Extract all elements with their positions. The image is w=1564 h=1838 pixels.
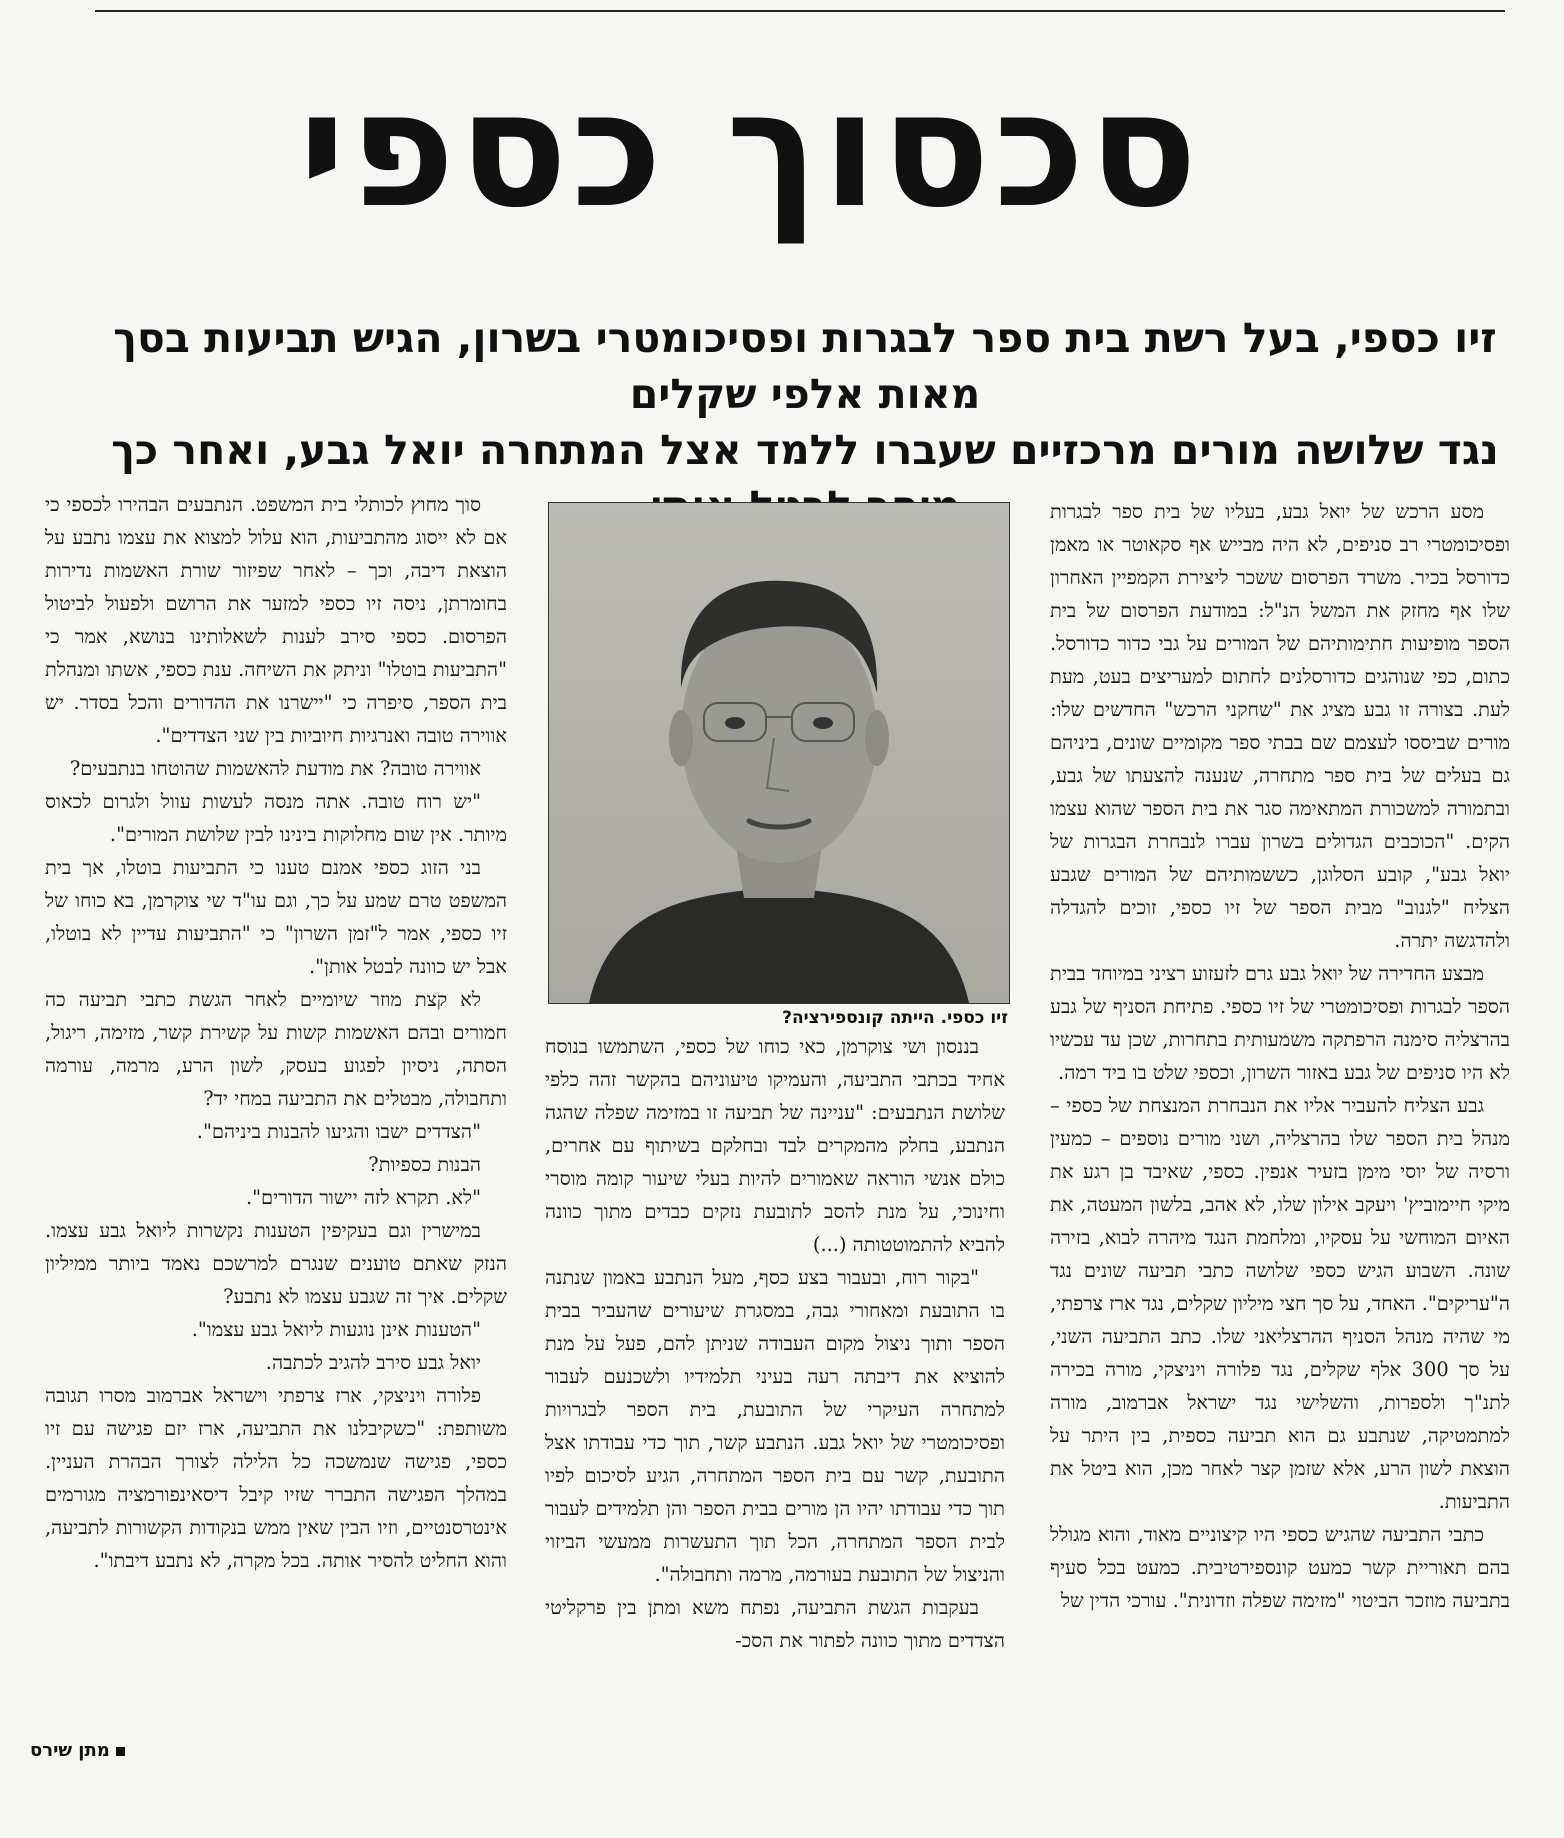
paragraph: יואל גבע סירב להגיב לכתבה.	[265, 1351, 481, 1374]
top-rule	[95, 10, 1505, 12]
paragraph: סוך מחוץ לכותלי בית המשפט. הנתבעים הבהירו לכספי כי אם לא ייסוג מהתביעות, הוא עלול למצוא את עצמו נתבע על הוצאת דיבה, וכך – לאחר שפיזור שורת האשמות נדירות בחומרתן, ניסה זיו כספי למזער את הרושם ולפעול לביטול הפרסום. כספי סירב לענות לשאלותינו בנושא, אמר כי "התביעות בוטלו" וניתק את השיחה. ענת כספי, אשתו ומנהלת בית הספר, סיפרה כי "יישרנו את ההדורים והכל בסדר. יש אווירה טובה ואנרגיות חיוביות בין שני הצדדים".	[45, 493, 507, 747]
paragraph: בני הזוג כספי אמנם טענו כי התביעות בוטלו, אך בית המשפט טרם שמע על כך, וגם עו"ד שי צוקרמן, בא כוחו של זיו כספי, אמר ל"זמן השרון" כי "התביעות עדיין לא בוטלו, אבל יש כוונה לבטל אותן".	[45, 856, 507, 978]
article-column-left	[45, 488, 507, 1818]
headline: סכסוך כספי	[298, 56, 1202, 243]
paragraph: מבצע החדירה של יואל גבע גרם לזעזוע רציני במיוחד בבית הספר לבגרות ופסיכומטרי של זיו כספי. פתיחת הסניף של גבע בהרצליה סימנה הרפתקה משמעותית בתחרות, שכן עד עכשיו לא היו סניפים של גבע באזור השרון, וכספי שלט בו ביד רמה.	[1050, 962, 1510, 1084]
paragraph: פלורה ויניצקי, ארז צרפתי וישראל אברמוב מסרו תגובה משותפת: "כשקיבלנו את התביעה, ארז יזם פגישה עם זיו כספי, פגישה שנמשכה כל הלילה לצורך הבהרת העניין. במהלך הפגישה התברר שזיו קיבל דיסאינפורמציה מגורמים אינטרסנטיים, וזיו הבין שאין ממש בנקודות הקשורות לתביעה, והוא החליט להסיר אותה. בכל מקרה, לא נתבע דיבתו".	[45, 1384, 507, 1572]
byline-author: מתן שירס	[30, 1740, 110, 1761]
paragraph: "הצדדים ישבו והגיעו להבנות ביניהם".	[196, 1120, 481, 1143]
portrait-photo	[548, 502, 1010, 1004]
paragraph: בננסון ושי צוקרמן, כאי כוחו של כספי, השתמשו בנוסח אחיד בכתבי התביעה, והעמיקו טיעוניהם בהקשר זהה כלפי שלושת הנתבעים: "עניינה של תביעה זו במזימה שפלה שהגה הנתבע, בחלק מהמקרים לבד ובחלקם בשיתוף עם אחרים, כולם אנשי הוראה שאמורים להיות בעלי שיעור קומה מוסרי וחינוכי, על מנת להסב לתובעת נזקים כבדים מתוך כוונה להביא להתמוטטותה (...)	[545, 1035, 1005, 1256]
paragraph: הבנות כספיות?	[368, 1153, 481, 1176]
paragraph: "לא. תקרא לזה יישור הדורים".	[245, 1186, 481, 1209]
photo-caption: זיו כספי. הייתה קונספירציה?	[782, 1008, 1008, 1028]
paragraph: אווירה טובה? את מודעת להאשמות שהוטחו בנתבעים?	[69, 757, 481, 780]
paragraph: לא קצת מוזר שיומיים לאחר הגשת כתבי תביעה כה חמורים ובהם האשמות קשות על קשירת קשר, מזימה, ריגול, הסתה, ניסיון לפגוע בעסק, לשון הרע, מרמה, עורמה ותחבולה, מבטלים את התביעה במחי יד?	[45, 988, 507, 1110]
byline	[30, 1740, 125, 1761]
paragraph: גבע הצליח להעביר אליו את הנבחרת המנצחת של כספי – מנהל בית הספר שלו בהרצליה, ושני מורים נוספים – כמעין ורסיה של יוסי מימן בזעיר אנפין. כספי, שאיבד בן רגע את מיקי חיימוביץ' ויעקב אילון שלו, לא אהב, בלשון המעטה, את האיום המוחשי על עסקיו, ומלחמת הנגד מיהרה לבוא, בזירה שונה. השבוע הגיש כספי שלושה כתבי תביעה שונים נגד ה"עריקים". האחד, על סך חצי מיליון שקלים, נגד ארז צרפתי, מי שהיה מנהל הסניף ההרצליאני שלו. כתב התביעה השני, על סך 300 אלף שקלים, נגד פלורה ויניצקי, מורה בכירה לתנ"ך ולספרות, והשלישי נגד ישראל אברמוב, מורה למתמטיקה, שנתבע גם הוא תביעה כספית, בין היתר על הוצאת לשון הרע, אלא שזמן קצר לאחר מכן, הוא ביטל את התביעות.	[1050, 1094, 1510, 1513]
paragraph: "הטענות אינן נוגעות ליואל גבע עצמו".	[191, 1318, 481, 1341]
subtitle-line-1: זיו כספי, בעל רשת בית ספר לבגרות ופסיכומטרי בשרון, הגיש תביעות בסך מאות אלפי שקלים	[113, 314, 1497, 418]
paragraph: "יש רוח טובה. אתה מנסה לעשות עוול ולגרום לכאוס מיותר. אין שום מחלוקות בינינו לבין שלושת המורים".	[45, 790, 507, 846]
paragraph: בעקבות הגשת התביעה, נפתח משא ומתן בין פרקליטי הצדדים מתוך כוונה לפתור את הסכ-	[545, 1596, 1005, 1652]
paragraph: במישרין וגם בעקיפין הטענות נקשרות ליואל גבע עצמו. הנזק שאתם טוענים שנגרם למרשכם נאמד ביותר ממיליון שקלים. איך זה שגבע עצמו לא נתבע?	[45, 1219, 507, 1308]
subtitle-line-2: נגד שלושה מורים מרכזיים שעברו ללמד אצל המתחרה יואל גבע, ואחר כך	[111, 426, 1499, 474]
paragraph: מסע הרכש של יואל גבע, בעליו של בית ספר לבגרות ופסיכומטרי רב סניפים, לא היה מבייש אף סקאוטר או מאמן כדורסל בכיר. משרד הפרסום ששכר ליצירת הקמפיין האחרון שלו אף מחזק את המשל הנ"ל: במודעת הפרסום של בית הספר מופיעות חתימותיהם של המורים על גבי כדור כדורסל. כתום, כפי שנוהגים כדורסלנים לחתום למעריצים בעט, מעת לעת. בצורה זו גבע מציג את "שחקני הרכש" החדשים שלו: מורים שביססו לעצמם שם בבתי ספר מקומיים שונים, ביניהם גם בעלים של בית ספר מתחרה, שנענה להצעתו של גבע, ובתמורה למשכורת המתאימה סגר את בית הספר שהוא עצמו הקים. "הכוכבים הגדולים בשרון עברו לנבחרת הבגרות של יואל גבע", קובע הסלוגן, כששמותיהם של המורים שגבע הצליח "לגנוב" מבית הספר של זיו כספי, זוכים להגדלה ולהדגשה יתרה.	[1050, 500, 1510, 952]
byline-square-icon	[116, 1747, 125, 1756]
portrait-illustration	[549, 503, 1009, 1003]
paragraph: כתבי התביעה שהגיש כספי היו קיצוניים מאוד, והוא מגולל בהם תאוריית קשר כמעט קונספירטיבית. כמעט בכל סעיף בתביעה מוזכר הביטוי "מזימה שפלה וזדונית". עורכי הדין של	[1050, 1523, 1510, 1612]
paragraph: "בקור רוח, ובעבור בצע כסף, מעל הנתבע באמון שנתנה בו התובעת ומאחורי גבה, במסגרת שיעורים שהעביר בבית הספר ותוך ניצול מקום העבודה שניתן להם, פעל על מנת להוציא את דיבתה רעה בעיני תלמידיו ולשכנעם לעבור למתחרה העיקרי של התובעת, בית הספר לבגרויות ופסיכומטרי של יואל גבע. הנתבע קשר, תוך כדי עבודתו אצל התובעת, קשר עם בית הספר המתחרה, הגיע לסיכום לפיו תוך כדי עבודתו יהיו הן מורים בבית הספר והן תלמידים לעבור לבית הספר המתחרה, הכל תוך התעשרות ממעשי הביזוי והניצול של התובעת בעורמה, מרמה ותחבולה".	[545, 1266, 1005, 1586]
article-column-right	[1050, 495, 1510, 1825]
article-column-middle	[545, 1030, 1005, 1825]
